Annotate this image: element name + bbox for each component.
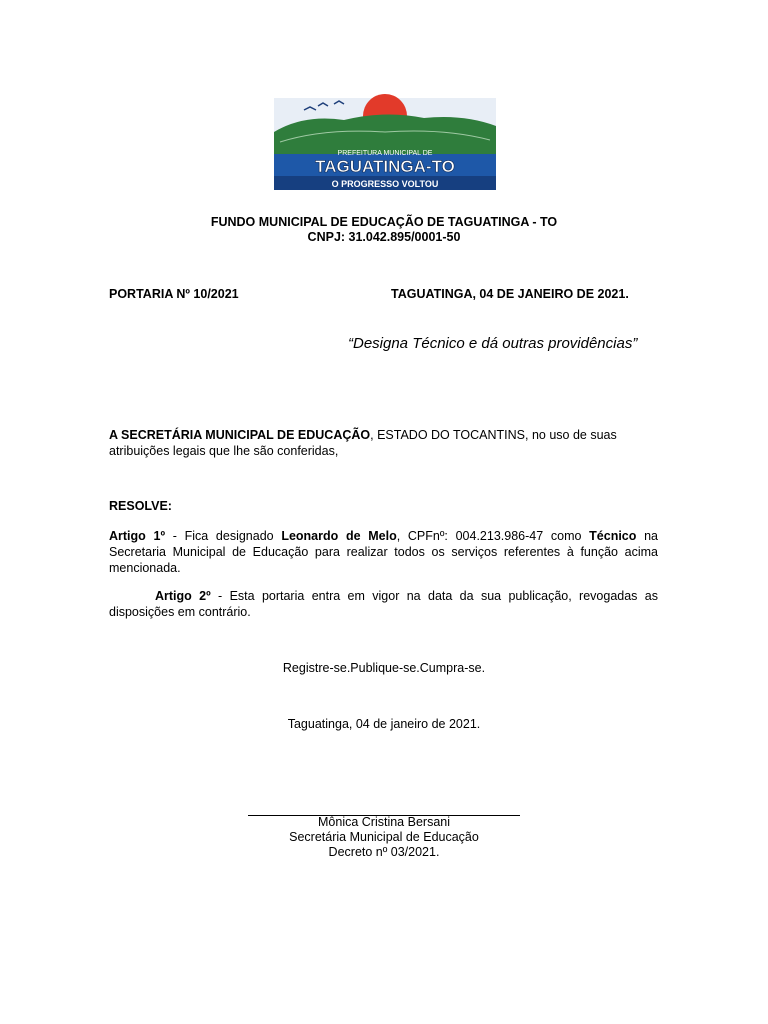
- preamble: [109, 427, 658, 459]
- signatory-decree: Decreto nº 03/2021.: [328, 845, 440, 859]
- artigo-1-text-a: - Fica designado: [165, 529, 282, 543]
- logo-line2: TAGUATINGA-TO: [315, 157, 455, 176]
- signatory-name: Mônica Cristina Bersani: [318, 815, 450, 829]
- designee-role: Técnico: [589, 529, 637, 543]
- artigo-1-text-b: , CPFnº: 004.213.986-47 como: [396, 529, 590, 543]
- artigo-2-label: Artigo 2º: [155, 589, 211, 603]
- portaria-number: PORTARIA Nº 10/2021: [109, 287, 239, 301]
- preamble-bold: A SECRETÁRIA MUNICIPAL DE EDUCAÇÃO: [109, 428, 371, 442]
- ementa: “Designa Técnico e dá outras providências”: [348, 335, 638, 352]
- municipal-logo: [274, 92, 496, 192]
- fund-title: FUNDO MUNICIPAL DE EDUCAÇÃO DE TAGUATINGA - TO: [210, 215, 558, 229]
- artigo-1-text-c: na Secretaria Municipal de Educação para realizar todos os serviços referentes à função acima mencionada.: [109, 529, 659, 575]
- closing-formula: Registre-se.Publique-se.Cumpra-se.: [282, 661, 486, 675]
- portaria-date: TAGUATINGA, 04 DE JANEIRO DE 2021.: [391, 287, 629, 301]
- cnpj: CNPJ: 31.042.895/0001-50: [307, 230, 461, 244]
- signatory-title: Secretária Municipal de Educação: [289, 830, 479, 844]
- resolve-heading: RESOLVE:: [109, 499, 172, 513]
- place-date: Taguatinga, 04 de janeiro de 2021.: [287, 717, 481, 731]
- logo-line1: PREFEITURA MUNICIPAL DE: [337, 150, 433, 157]
- artigo-2: [109, 588, 658, 620]
- designee-name: Leonardo de Melo: [281, 529, 397, 543]
- artigo-1-label: Artigo 1º: [109, 529, 166, 543]
- artigo-1: [109, 528, 658, 576]
- preamble-rest: , ESTADO DO TOCANTINS, no uso de suas atribuições legais que lhe são conferidas,: [109, 428, 617, 458]
- artigo-2-text: - Esta portaria entra em vigor na data da sua publicação, revogadas as disposições em contrário.: [109, 589, 658, 619]
- logo-line3: O PROGRESSO VOLTOU: [331, 179, 439, 189]
